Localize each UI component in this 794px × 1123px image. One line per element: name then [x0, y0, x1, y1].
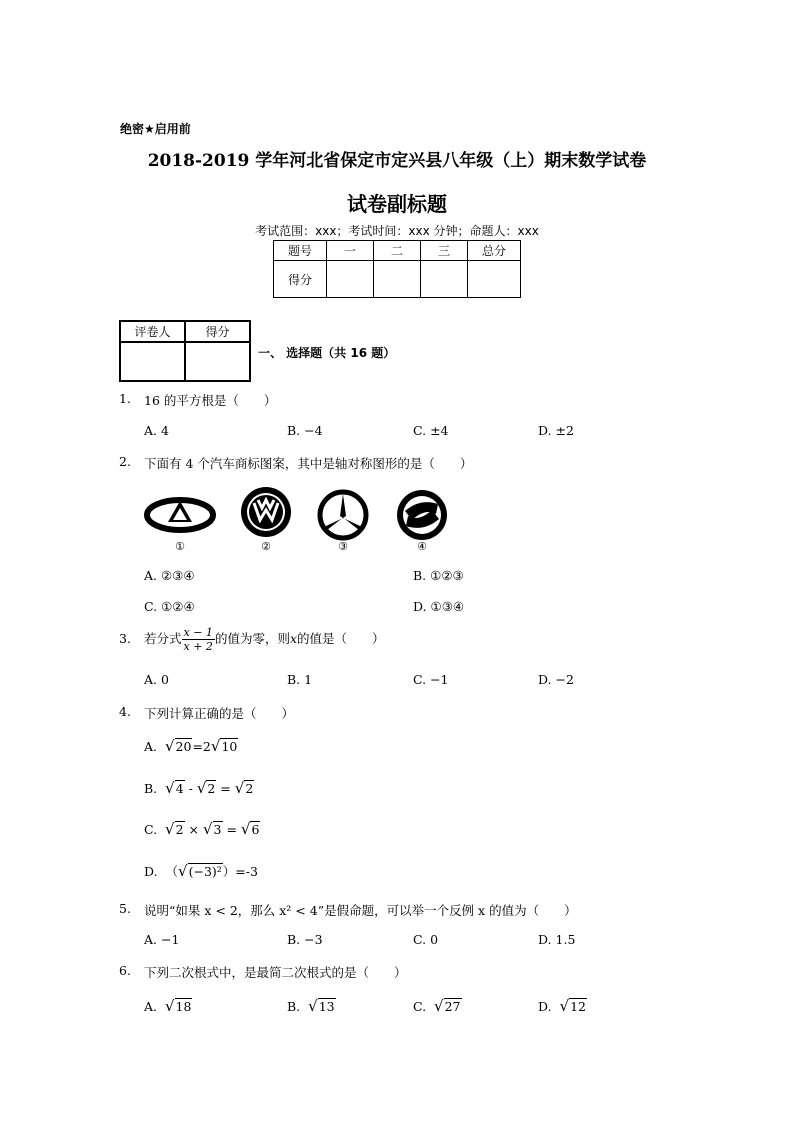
paren: （	[165, 864, 179, 879]
fraction-numerator: x − 1	[183, 626, 213, 639]
question-number: 5.	[119, 901, 131, 916]
option-label: B.	[287, 999, 301, 1014]
option-d[interactable]: D. 1.5	[538, 932, 576, 947]
operator: =	[216, 781, 235, 796]
option-label: C.	[413, 999, 427, 1014]
question-6	[0, 963, 794, 983]
option-a[interactable]: A. 4	[144, 423, 169, 438]
option-b[interactable]: B. −3	[287, 932, 323, 947]
confidential-mark: 绝密★启用前	[120, 122, 191, 136]
paren: ）=-3	[222, 864, 258, 879]
radicand: 4	[175, 781, 184, 796]
grader-table	[119, 320, 251, 382]
logo-label: ①	[175, 540, 185, 553]
score-header-cell: 二	[374, 241, 421, 261]
radicand: 3	[213, 822, 222, 837]
option-b[interactable]	[144, 779, 254, 797]
sqrt: √27	[434, 997, 461, 1015]
option-label: A.	[144, 739, 158, 754]
score-cell	[468, 261, 521, 298]
logo-label: ④	[417, 540, 427, 553]
radicand: (−3)²	[188, 864, 222, 879]
radicand: 27	[444, 999, 461, 1014]
option-a[interactable]: A. 0	[144, 672, 169, 687]
sqrt: √10	[210, 737, 238, 755]
question-number: 4.	[119, 704, 131, 719]
option-b[interactable]: B. ①②③	[413, 568, 464, 583]
question-number: 3.	[119, 631, 131, 646]
dongfeng-logo-icon	[397, 490, 447, 540]
question-number: 1.	[119, 391, 131, 406]
option-label: B.	[144, 781, 158, 796]
car-logos	[140, 486, 460, 542]
question-3	[119, 626, 385, 662]
sqrt: √18	[164, 997, 192, 1015]
option-c[interactable]: C. ①②④	[144, 599, 195, 614]
sqrt: √(−3)²	[178, 862, 222, 880]
section-heading: 一、 选择题（共 16 题）	[258, 346, 396, 360]
option-d[interactable]: D. −2	[538, 672, 574, 687]
option-c[interactable]: C. ±4	[413, 423, 449, 438]
fraction	[182, 626, 215, 653]
radicand: 2	[245, 781, 254, 796]
option-c[interactable]	[413, 997, 462, 1015]
operator: -	[184, 781, 197, 796]
exam-title: 2018-2019 学年河北省保定市定兴县八年级（上）期末数学试卷	[147, 151, 647, 171]
logo-label: ③	[338, 540, 348, 553]
sqrt: √13	[308, 997, 335, 1015]
radicand: 10	[221, 739, 238, 754]
grader-cell	[120, 342, 185, 381]
sqrt: √2	[196, 779, 216, 797]
option-a[interactable]: A. −1	[144, 932, 180, 947]
score-row-label: 得分	[274, 261, 327, 298]
score-header-cell: 三	[421, 241, 468, 261]
radicand: 18	[175, 999, 192, 1014]
question-2	[0, 454, 794, 474]
radicand: 2	[207, 781, 216, 796]
option-label: D.	[538, 999, 552, 1014]
question-text: 下列计算正确的是（ ）	[144, 706, 295, 721]
question-text: 若分式	[144, 631, 182, 646]
question-text: 16 的平方根是（ ）	[144, 393, 277, 408]
operator: =2	[192, 739, 211, 754]
option-a[interactable]	[144, 997, 192, 1015]
question-1	[0, 391, 794, 411]
question-text: 下列二次根式中，是最简二次根式的是（ ）	[144, 965, 407, 980]
sqrt: √2	[234, 779, 254, 797]
radicand: 20	[175, 739, 192, 754]
question-text: 说明“如果 x < 2，那么 x² < 4”是假命题，可以举一个反例 x 的值为（ ）	[144, 903, 577, 918]
option-d[interactable]	[144, 862, 258, 880]
exam-subtitle: 试卷副标题	[347, 192, 447, 216]
question-text: 的值为零，则	[214, 631, 290, 646]
operator: ×	[184, 822, 203, 837]
logo-label: ②	[261, 540, 271, 553]
grader-score-cell	[185, 342, 250, 381]
option-c[interactable]	[144, 820, 260, 838]
option-d[interactable]	[538, 997, 587, 1015]
radicand: 13	[318, 999, 335, 1014]
option-b[interactable]: B. −4	[287, 423, 323, 438]
score-header-cell: 总分	[468, 241, 521, 261]
radicand: 12	[570, 999, 586, 1014]
sqrt: √2	[165, 820, 184, 838]
exam-info: 考试范围：xxx；考试时间：xxx 分钟；命题人：xxx	[255, 224, 539, 238]
score-cell	[374, 261, 421, 298]
option-b[interactable]: B. 1	[287, 672, 313, 687]
sqrt: √6	[240, 820, 260, 838]
score-cell	[421, 261, 468, 298]
question-number: 6.	[119, 963, 131, 978]
operator: =	[222, 822, 241, 837]
question-text: 的值是（ ）	[297, 631, 385, 646]
mercedes-logo-icon	[320, 492, 366, 538]
score-header-cell: 题号	[274, 241, 327, 261]
question-5	[0, 901, 794, 921]
variable: x	[289, 631, 298, 646]
option-a[interactable]	[144, 737, 238, 755]
sqrt: √20	[164, 737, 192, 755]
sqrt: √12	[559, 997, 586, 1015]
radicand: 6	[251, 822, 260, 837]
score-cell	[327, 261, 374, 298]
option-label: D.	[144, 864, 158, 879]
option-b[interactable]	[287, 997, 336, 1015]
option-c[interactable]: C. −1	[413, 672, 449, 687]
question-4	[0, 704, 794, 724]
score-table	[273, 240, 521, 298]
question-text: 下面有 4 个汽车商标图案，其中是轴对称图形的是（ ）	[144, 456, 473, 471]
question-number: 2.	[119, 454, 131, 469]
volkswagen-logo-icon	[241, 487, 291, 537]
option-c[interactable]: C. 0	[413, 932, 439, 947]
score-header-cell: 一	[327, 241, 374, 261]
infiniti-logo-icon	[147, 500, 213, 530]
option-d[interactable]: D. ①③④	[413, 599, 465, 614]
sqrt: √3	[202, 820, 222, 838]
sqrt: √4	[165, 779, 184, 797]
fraction-denominator: x + 2	[183, 640, 213, 653]
grader-header: 评卷人	[120, 321, 185, 342]
option-label: A.	[144, 999, 158, 1014]
option-label: C.	[144, 822, 158, 837]
option-a[interactable]: A. ②③④	[144, 568, 195, 583]
grader-score-header: 得分	[185, 321, 250, 342]
radicand: 2	[175, 822, 184, 837]
option-d[interactable]: D. ±2	[538, 423, 574, 438]
